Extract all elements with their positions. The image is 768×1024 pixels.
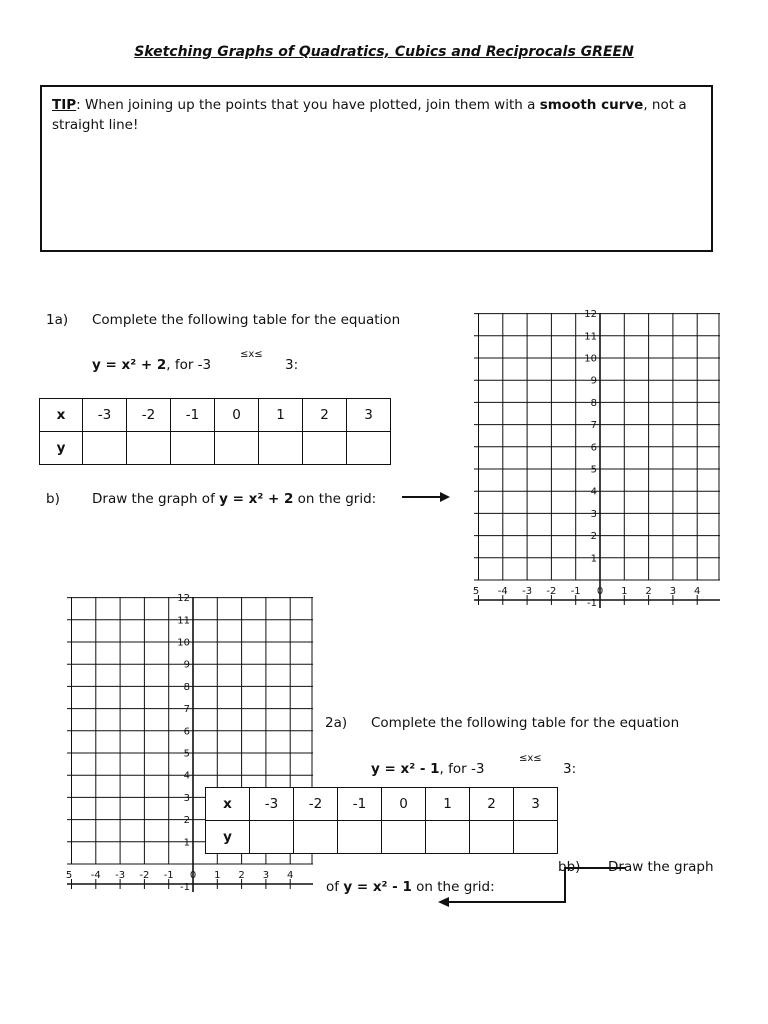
q1-range-post: 3:	[285, 357, 299, 373]
y-tick-label: 8	[183, 681, 190, 693]
table-input-cell[interactable]	[347, 432, 391, 465]
q2-equation	[371, 761, 484, 777]
y-tick-label: 11	[584, 331, 597, 343]
y-tick-label: 2	[183, 815, 190, 827]
y-tick-label: 3	[183, 792, 190, 804]
table-input-cell[interactable]	[127, 432, 171, 465]
x-tick-label: 0	[189, 870, 197, 881]
y-tick-label: 7	[590, 420, 597, 432]
y-tick-label: 12	[177, 593, 190, 605]
q1b-text	[92, 491, 376, 507]
q2b-post: on the grid:	[411, 879, 495, 895]
table-cell: 2	[470, 788, 514, 821]
y-tick-label: 4	[183, 770, 190, 782]
q1b-text-pre: Draw the graph of	[92, 491, 220, 507]
table-cell: 3	[347, 399, 391, 432]
table-input-cell[interactable]	[514, 821, 558, 854]
y-tick-label: 6	[590, 442, 597, 454]
tip-text-1: : When joining up the points that you have plotted, join them with a	[76, 97, 540, 113]
graph-grid-1[interactable]	[474, 310, 720, 612]
x-tick-label: -4	[497, 586, 508, 597]
table-input-cell[interactable]	[338, 821, 382, 854]
q1-text: Complete the following table for the equation	[92, 312, 401, 328]
y-tick-label: 11	[177, 615, 190, 627]
table-cell: -1	[171, 399, 215, 432]
x-tick-label: 1	[621, 586, 628, 597]
x-tick-label: -3	[115, 870, 126, 881]
x-tick-label: 1	[214, 870, 221, 881]
table-input-cell[interactable]	[171, 432, 215, 465]
q2b-eq: y = x² - 1	[343, 879, 412, 895]
table-row	[40, 432, 391, 465]
q2-eq-bold: y = x² - 1	[371, 761, 440, 777]
table-cell: 0	[382, 788, 426, 821]
y-tick-label: 6	[183, 726, 190, 738]
y-tick-label: 4	[590, 486, 597, 498]
table-input-cell[interactable]	[294, 821, 338, 854]
table-input-cell[interactable]	[303, 432, 347, 465]
q1-range-symbols: ≤x≤	[240, 349, 263, 360]
arrow-bent-left-icon	[436, 864, 636, 914]
table-input-cell[interactable]	[470, 821, 514, 854]
table-row	[206, 788, 558, 821]
tip-box	[40, 85, 713, 252]
table-cell: -1	[338, 788, 382, 821]
y-tick-label: 12	[584, 309, 597, 321]
x-tick-label: -1	[570, 586, 581, 597]
arrow-right-icon	[402, 490, 450, 504]
table-cell: -3	[250, 788, 294, 821]
table-header-x: x	[206, 788, 250, 821]
q2-range-post: 3:	[563, 761, 577, 777]
q2b-text: Draw the graph	[608, 859, 714, 875]
y-tick-label: 2	[590, 531, 597, 543]
table-input-cell[interactable]	[83, 432, 127, 465]
y-tick-label: 1	[590, 553, 597, 565]
y-tick-label: 5	[183, 748, 190, 760]
table-header-y: y	[40, 432, 83, 465]
q2-table	[205, 787, 558, 854]
x-tick-label: 4	[694, 586, 701, 597]
table-cell: -2	[127, 399, 171, 432]
y-tick-label: 9	[183, 659, 190, 671]
q1-number: 1a)	[46, 312, 69, 328]
y-tick-label: 8	[590, 397, 597, 409]
x-tick-label: 3	[262, 870, 270, 881]
y-tick-label: 10	[177, 637, 190, 649]
table-input-cell[interactable]	[259, 432, 303, 465]
y-tick-label: 3	[590, 508, 597, 520]
table-input-cell[interactable]	[382, 821, 426, 854]
x-tick-label: 0	[596, 586, 604, 597]
table-cell: 2	[303, 399, 347, 432]
q1-eq-bold: y = x² + 2	[92, 357, 167, 373]
y-tick-label: -1	[587, 598, 597, 609]
y-tick-label: 10	[584, 353, 597, 365]
q1b-text-post: on the grid:	[293, 491, 377, 507]
page-title: Sketching Graphs of Quadratics, Cubics and Reciprocals GREEN	[134, 44, 634, 60]
y-tick-label: 9	[590, 375, 597, 387]
q1-range-pre: , for -3	[166, 357, 212, 373]
table-cell: 3	[514, 788, 558, 821]
q2-range-symbols: ≤x≤	[519, 753, 542, 764]
table-input-cell[interactable]	[426, 821, 470, 854]
x-tick-label: 4	[287, 870, 294, 881]
x-tick-label: -1	[163, 870, 174, 881]
table-cell: 1	[426, 788, 470, 821]
table-row	[206, 821, 558, 854]
x-tick-label: -3	[522, 586, 533, 597]
q2-text: Complete the following table for the equation	[371, 715, 680, 731]
table-cell: 1	[259, 399, 303, 432]
q2b-number: bb)	[558, 859, 581, 875]
tip-bold: smooth curve	[539, 97, 644, 113]
x-tick-label: -2	[546, 586, 557, 597]
q1-equation	[92, 357, 211, 373]
x-tick-label: 3	[669, 586, 677, 597]
table-input-cell[interactable]	[215, 432, 259, 465]
table-row	[40, 399, 391, 432]
y-tick-label: 7	[183, 704, 190, 716]
x-tick-label: -2	[139, 870, 150, 881]
y-tick-label: 1	[183, 837, 190, 849]
x-tick-label: -4	[90, 870, 101, 881]
table-cell: -2	[294, 788, 338, 821]
x-tick-label: 5	[472, 586, 480, 597]
table-cell: -3	[83, 399, 127, 432]
table-cell: 0	[215, 399, 259, 432]
q2-range-pre: , for -3	[439, 761, 485, 777]
q1-table	[39, 398, 391, 465]
q1b-eq: y = x² + 2	[219, 491, 294, 507]
x-tick-label: 2	[645, 586, 652, 597]
q1b-number: b)	[46, 491, 60, 507]
table-input-cell[interactable]	[250, 821, 294, 854]
tip-text-2: , not a straight line!	[52, 97, 687, 133]
table-header-x: x	[40, 399, 83, 432]
q2-number: 2a)	[325, 715, 348, 731]
y-tick-label: 5	[590, 464, 597, 476]
x-tick-label: 5	[65, 870, 73, 881]
y-tick-label: -1	[180, 882, 190, 893]
tip-label: TIP	[52, 97, 77, 113]
table-header-y: y	[206, 821, 250, 854]
q2b-pre: of	[326, 879, 344, 895]
x-tick-label: 2	[238, 870, 245, 881]
